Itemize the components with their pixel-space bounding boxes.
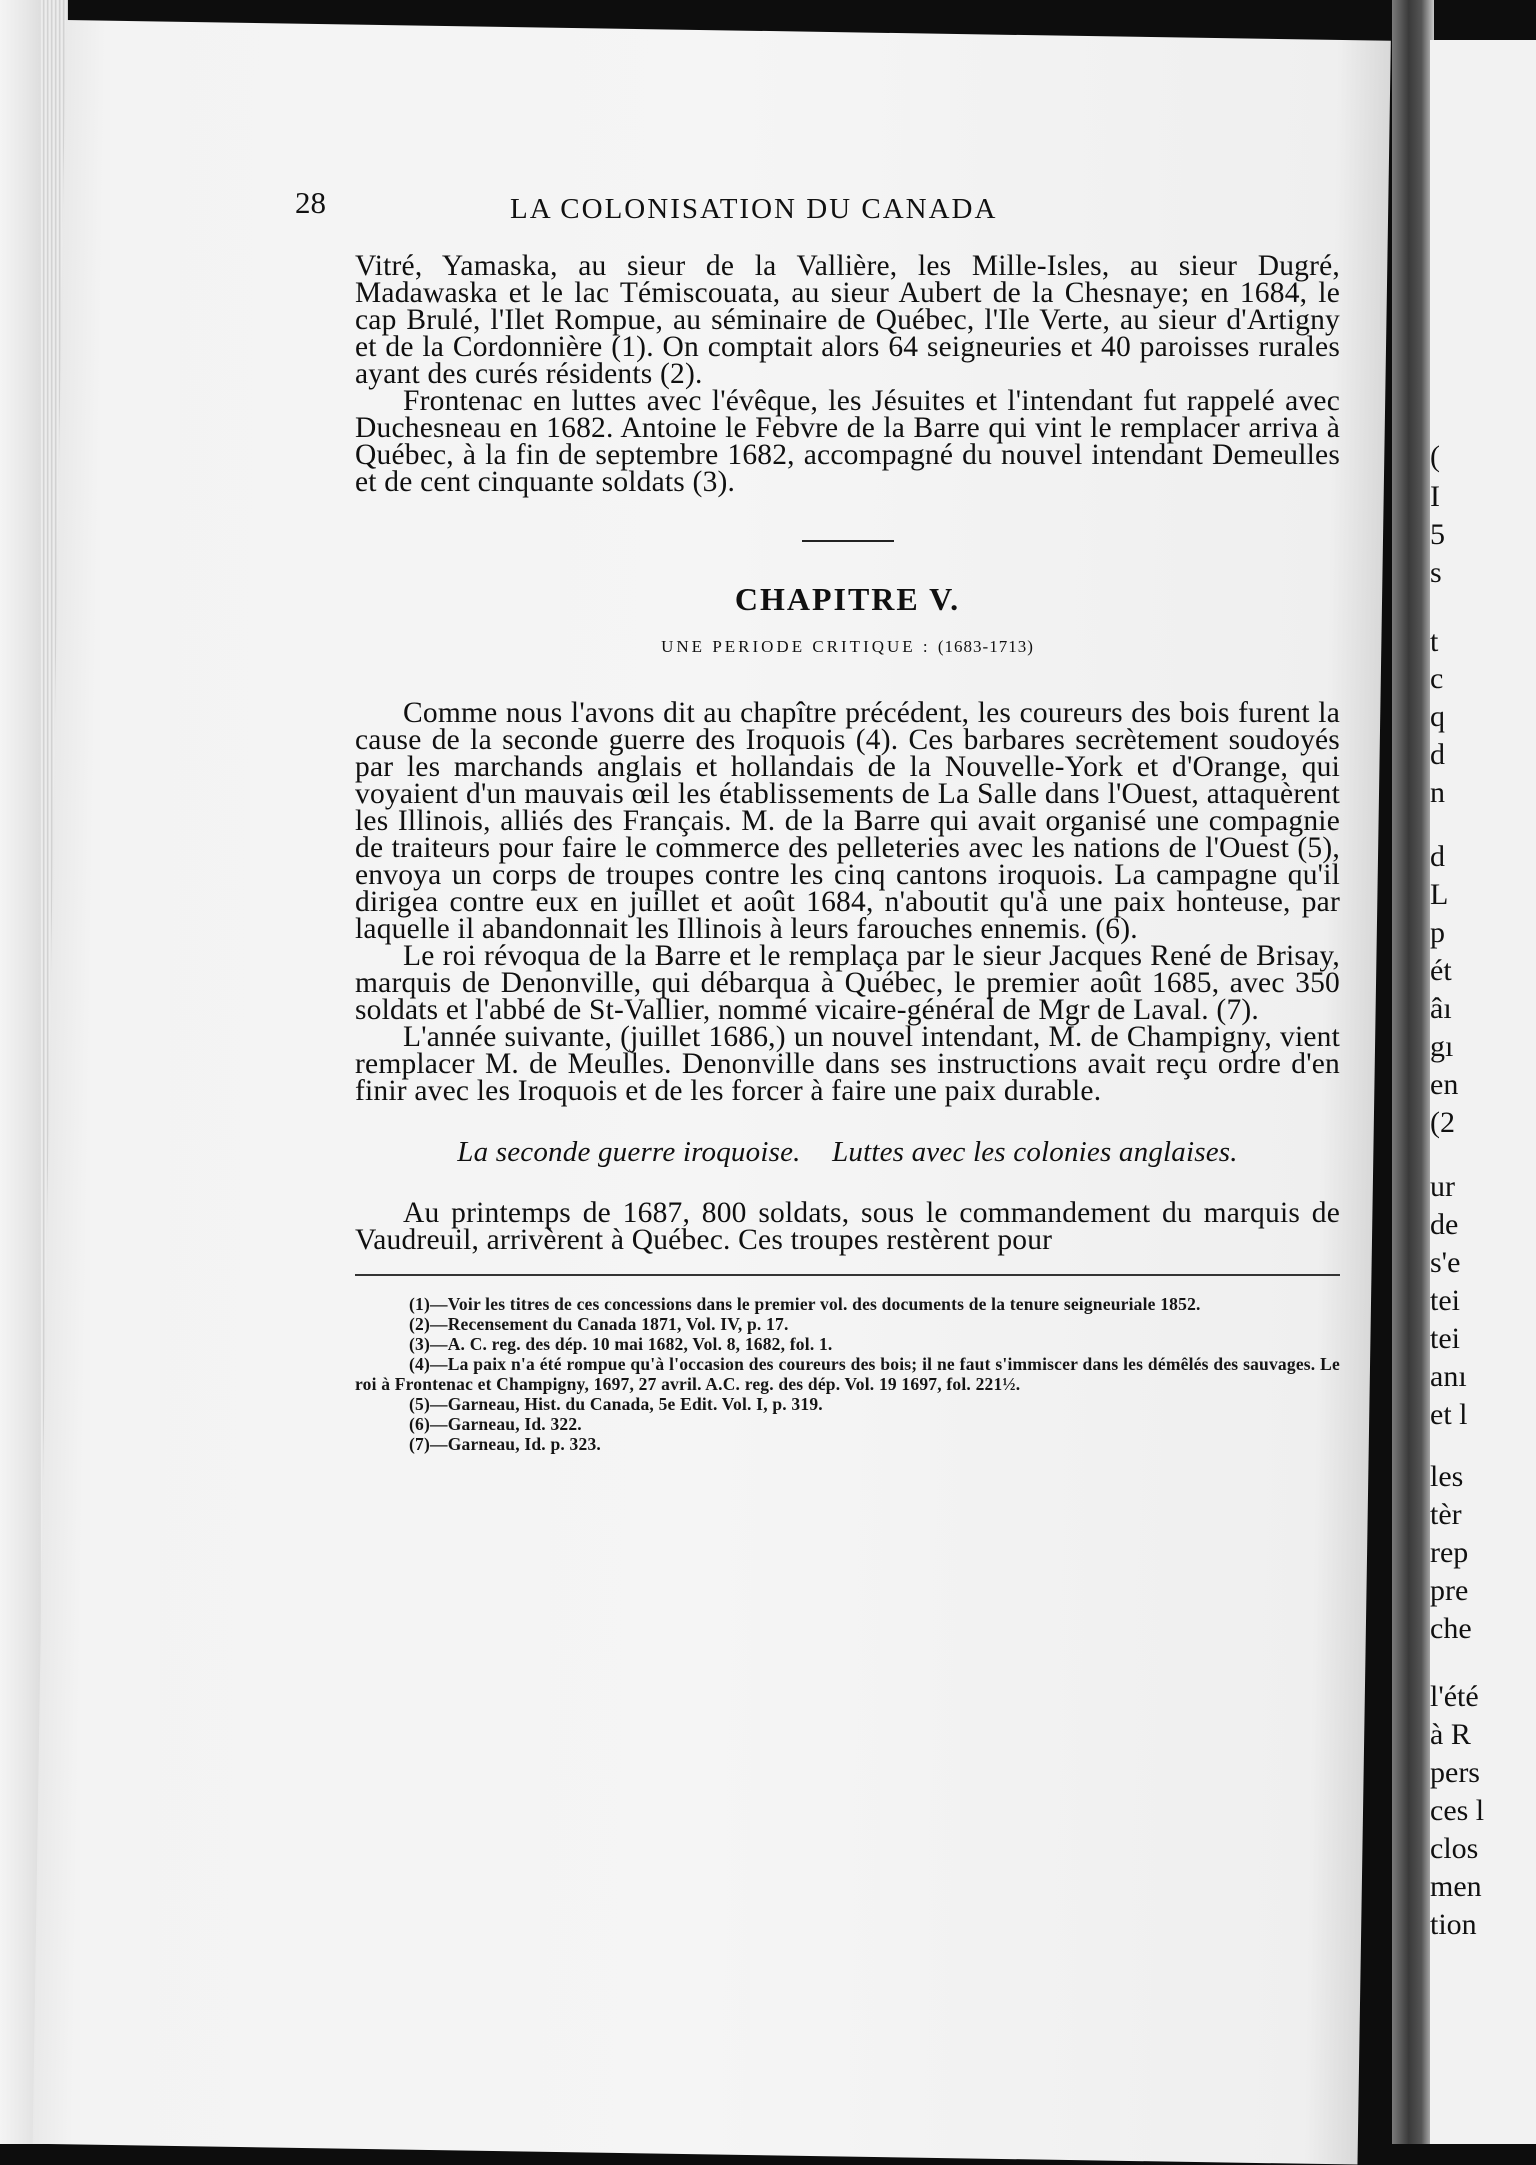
facing-text-fragment: tei xyxy=(1430,1284,1460,1317)
paragraph-champigny: L'année suivante, (juillet 1686,) un nouvel intendant, M. de Champigny, vient remplacer M. de Meulles. Denonville dans ses instructions avait reçu ordre d'en finir avec les Iroquois et de les forcer à faire une paix durable. xyxy=(355,1021,1340,1107)
footnotes xyxy=(355,1294,1340,1454)
facing-text-fragment: d xyxy=(1430,738,1445,771)
facing-text-fragment: ur xyxy=(1430,1170,1455,1203)
facing-text-fragment: L xyxy=(1430,878,1449,911)
facing-text-fragment: l'été xyxy=(1430,1680,1479,1713)
footnote-7: (7)—Garneau, Id. p. 323. xyxy=(409,1434,601,1454)
facing-text-fragment: ces l xyxy=(1430,1794,1485,1827)
facing-text-fragment: anı xyxy=(1430,1360,1467,1393)
facing-text-fragment: 5 xyxy=(1430,518,1445,551)
facing-text-fragment: rep xyxy=(1430,1536,1469,1569)
running-head xyxy=(295,185,1325,245)
chapter-subtitle-text: UNE PERIODE CRITIQUE : xyxy=(661,637,931,656)
facing-text-fragment: en xyxy=(1430,1068,1459,1101)
page-number: 28 xyxy=(295,185,326,220)
paragraph-frontenac: Frontenac en luttes avec l'évêque, les Jésuites et l'intendant fut rappelé avec Duchesneau en 1682. Antoine le Febvre de la Barre qui vint le remplacer arriva à Québec, à la fin de septembre 1682, accompagné du nouvel intendant Demeulles et de cent cinquante soldats (3). xyxy=(355,385,1340,498)
facing-text-fragment: (2 xyxy=(1430,1106,1455,1139)
facing-text-fragment: che xyxy=(1430,1612,1472,1645)
paragraph-denonville: Le roi révoqua de la Barre et le remplaça par le sieur Jacques René de Brisay, marquis de Denonville, qui débarqua à Québec, le premier août 1685, avec 350 soldats et l'abbé de St-Vallier, nommé vicaire-général de Mgr de Laval. (7). xyxy=(355,940,1340,1026)
footnote-5: (5)—Garneau, Hist. du Canada, 5e Edit. Vol. I, p. 319. xyxy=(409,1394,823,1414)
facing-text-fragment: men xyxy=(1430,1870,1482,1903)
facing-text-fragment: et l xyxy=(1430,1398,1468,1431)
facing-text-fragment: tion xyxy=(1430,1908,1477,1941)
facing-text-fragment: pre xyxy=(1430,1574,1469,1607)
facing-text-fragment: gı xyxy=(1430,1030,1454,1063)
chapter-dates: (1683-1713) xyxy=(937,637,1034,656)
facing-text-fragment: ét xyxy=(1430,954,1452,987)
footnote-6: (6)—Garneau, Id. 322. xyxy=(409,1414,582,1434)
footnote-4: (4)—La paix n'a été rompue qu'à l'occasion des coureurs des bois; il ne faut s'immiscer dans les démêlés des sauvages. Le roi à Frontenac et Champigny, 1697, 27 avril. A.C. reg. des dép. Vol. 19 1697, fol. 221½. xyxy=(355,1354,1340,1394)
chapter-subtitle xyxy=(355,633,1340,660)
facing-text-fragment: les xyxy=(1430,1460,1464,1493)
footnote-3: (3)—A. C. reg. des dép. 10 mai 1682, Vol. 8, 1682, fol. 1. xyxy=(409,1334,833,1354)
facing-text-fragment: c xyxy=(1430,662,1444,695)
facing-text-fragment: I xyxy=(1430,480,1440,513)
facing-text-fragment: s xyxy=(1430,556,1442,589)
facing-text-fragment: de xyxy=(1430,1208,1459,1241)
facing-text-fragment: p xyxy=(1430,916,1445,949)
chapter-title: CHAPITRE V. xyxy=(734,581,961,617)
section-divider xyxy=(802,540,894,542)
main-text xyxy=(355,250,1340,1454)
facing-text-fragment: clos xyxy=(1430,1832,1479,1865)
footnote-2: (2)—Recensement du Canada 1871, Vol. IV, p. 17. xyxy=(409,1314,789,1334)
facing-text-fragment: s'e xyxy=(1430,1246,1461,1279)
facing-text-fragment: q xyxy=(1430,700,1445,733)
book-binding xyxy=(1392,0,1434,2144)
facing-text-fragment: pers xyxy=(1430,1756,1480,1789)
facing-text-fragment: ( xyxy=(1430,440,1440,473)
facing-page-fragment xyxy=(1430,40,1536,2144)
section-heading-part1: La seconde guerre iroquoise. xyxy=(457,1136,801,1168)
facing-text-fragment: d xyxy=(1430,840,1445,873)
facing-text-fragment: t xyxy=(1430,625,1439,658)
footnote-1: (1)—Voir les titres de ces concessions dans le premier vol. des documents de la tenure seigneuriale 1852. xyxy=(409,1294,1201,1314)
running-title: LA COLONISATION DU CANADA xyxy=(510,193,998,225)
footnote-rule xyxy=(355,1274,1340,1276)
section-heading xyxy=(355,1136,1340,1168)
facing-text-fragment: tei xyxy=(1430,1322,1460,1355)
facing-text-fragment: à R xyxy=(1430,1718,1471,1751)
paragraph-continued: Vitré, Yamaska, au sieur de la Vallière, les Mille-Isles, au sieur Dugré, Madawaska et le lac Témiscouata, au sieur Aubert de la Chesnaye; en 1684, le cap Brulé, l'Ilet Rompue, au séminaire de Québec, l'Ile Verte, au sieur d'Artigny et de la Cordonnière (1). On comptait alors 64 seigneuries et 40 paroisses rurales ayant des curés résidents (2). xyxy=(355,250,1340,390)
paragraph-coureurs: Comme nous l'avons dit au chapître précédent, les coureurs des bois furent la cause de la seconde guerre des Iroquois (4). Ces barbares secrètement soudoyés par les marchands anglais et hollandais de la Nouvelle-York et d'Orange, qui voyaient d'un mauvais œil les établissements de La Salle dans l'Ouest, attaquèrent les Illinois, alliés des Français. M. de la Barre qui avait organisé une compagnie de traiteurs pour faire le commerce des pelleteries avec les nations de l'Ouest (5), envoya un corps de troupes contre les cinq cantons iroquois. La campagne qu'il dirigea contre eux en juillet et août 1684, n'aboutit qu'à une paix honteuse, par laquelle il abandonnait les Illinois à leurs farouches ennemis. (6). xyxy=(355,697,1340,945)
paragraph-printemps: Au printemps de 1687, 800 soldats, sous le commandement du marquis de Vaudreuil, arrivèrent à Québec. Ces troupes restèrent pour xyxy=(355,1197,1340,1256)
section-heading-part2: Luttes avec les colonies anglaises. xyxy=(832,1136,1238,1168)
facing-text-fragment: âı xyxy=(1430,992,1452,1025)
facing-text-fragment: tèr xyxy=(1430,1498,1462,1531)
facing-text-fragment: n xyxy=(1430,776,1445,809)
